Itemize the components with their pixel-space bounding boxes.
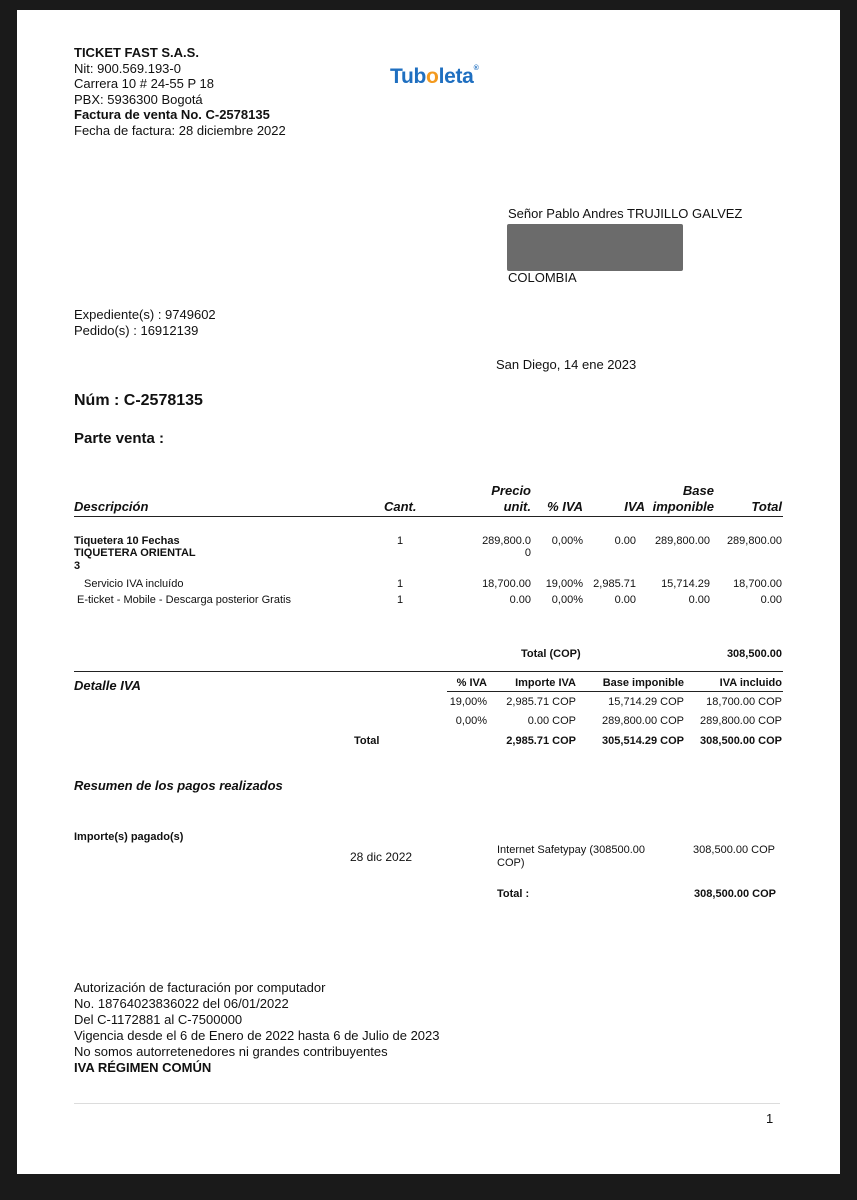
- row2-pct-iva: 19,00%: [545, 578, 583, 590]
- row1-pct-iva: 0,00%: [551, 535, 583, 547]
- header-precio-1: Precio: [491, 483, 531, 498]
- row2-base: 15,714.29: [661, 578, 710, 590]
- row1-base: 289,800.00: [654, 535, 710, 547]
- logo-text-1: Tub: [390, 65, 427, 88]
- header-total: Total: [751, 499, 782, 514]
- iva-header-base: Base imponible: [602, 677, 684, 689]
- header-descripcion: Descripción: [74, 499, 149, 514]
- document-number: Núm : C-2578135: [74, 392, 203, 409]
- reference-block: [74, 307, 216, 339]
- items-total-value: 308,500.00: [726, 648, 782, 660]
- invoice-number: Factura de venta No. C-2578135: [74, 107, 270, 122]
- iva-row2-base: 289,800.00 COP: [602, 715, 684, 727]
- iva-row1-pct: 19,00%: [449, 696, 487, 708]
- logo-text-2: leta: [438, 65, 474, 88]
- header-pct-iva: % IVA: [547, 499, 583, 514]
- footer-line-3: Del C-1172881 al C-7500000: [74, 1012, 243, 1027]
- items-total-line: [74, 671, 783, 672]
- items-total-label: Total (COP): [521, 648, 581, 660]
- iva-header-pct: % IVA: [456, 677, 487, 689]
- header-iva: IVA: [624, 499, 645, 514]
- header-base-1: Base: [682, 483, 714, 498]
- recipient-country: COLOMBIA: [508, 270, 577, 285]
- footer-block: [74, 980, 440, 1076]
- row1-cant: 1: [397, 535, 404, 547]
- row1-desc-1: Tiquetera 10 Fechas: [74, 535, 180, 547]
- row1-total: 289,800.00: [726, 535, 782, 547]
- payment-date: 28 dic 2022: [350, 850, 413, 864]
- iva-header-importe: Importe IVA: [515, 677, 576, 689]
- footer-line-1: Autorización de facturación por computador: [74, 980, 326, 995]
- row2-total: 18,700.00: [733, 578, 782, 590]
- iva-total-incluido: 308,500.00 COP: [700, 735, 782, 747]
- row3-total: 0.00: [760, 594, 782, 606]
- iva-total-base: 305,514.29 COP: [602, 735, 684, 747]
- iva-total-label: Total: [354, 735, 380, 747]
- iva-row1-base: 15,714.29 COP: [608, 696, 684, 708]
- row3-base: 0.00: [688, 594, 710, 606]
- payment-method-2: COP): [497, 857, 525, 869]
- iva-row1-incluido: 18,700.00 COP: [706, 696, 782, 708]
- row3-desc: E-ticket - Mobile - Descarga posterior Gratis: [77, 594, 291, 606]
- iva-row2-incluido: 289,800.00 COP: [700, 715, 782, 727]
- invoice-date: Fecha de factura: 28 diciembre 2022: [74, 122, 286, 138]
- row1-desc-3: 3: [74, 560, 81, 572]
- header-precio-2: unit.: [503, 499, 531, 514]
- company-nit: Nit: 900.569.193-0: [74, 60, 181, 76]
- iva-row1-importe: 2,985.71 COP: [506, 696, 576, 708]
- row2-precio: 18,700.00: [482, 578, 531, 590]
- invoice-page: [17, 10, 840, 1174]
- iva-header-incluido: IVA incluido: [719, 677, 782, 689]
- row1-iva: 0.00: [614, 535, 636, 547]
- header-underline: [74, 516, 783, 517]
- tuboleta-logo: [390, 65, 478, 89]
- row2-iva: 2,985.71: [593, 578, 636, 590]
- iva-total-importe: 2,985.71 COP: [506, 735, 576, 747]
- expediente: Expediente(s) : 9749602: [74, 307, 216, 322]
- row2-cant: 1: [397, 578, 404, 590]
- footer-line-4: Vigencia desde el 6 de Enero de 2022 hasta 6 de Julio de 2023: [74, 1028, 440, 1043]
- recipient-name: Señor Pablo Andres TRUJILLO GALVEZ: [508, 206, 743, 221]
- iva-header-line: [447, 691, 783, 692]
- iva-row2-pct: 0,00%: [455, 715, 487, 727]
- page-number: 1: [766, 1111, 774, 1126]
- footer-divider: [74, 1103, 780, 1104]
- company-phone: PBX: 5936300 Bogotá: [74, 91, 203, 107]
- company-block: [74, 45, 286, 138]
- logo-tm: ®: [473, 65, 479, 72]
- place-date: San Diego, 14 ene 2023: [496, 357, 637, 372]
- header-cant: Cant.: [384, 499, 417, 514]
- payment-total-value: 308,500.00 COP: [694, 888, 776, 900]
- header-base-2: imponible: [652, 499, 714, 514]
- footer-line-6: IVA RÉGIMEN COMÚN: [74, 1060, 212, 1075]
- payment-method-1: Internet Safetypay (308500.00: [497, 844, 645, 856]
- pedido: Pedido(s) : 16912139: [74, 323, 199, 338]
- row3-cant: 1: [397, 594, 404, 606]
- parte-venta-title: Parte venta :: [74, 430, 165, 447]
- redacted-address-block: [507, 224, 683, 271]
- iva-detail-title: Detalle IVA: [74, 678, 141, 693]
- footer-line-2: No. 18764023836022 del 06/01/2022: [74, 996, 289, 1011]
- row3-pct-iva: 0,00%: [551, 594, 583, 606]
- payment-amount: 308,500.00 COP: [693, 844, 775, 856]
- payment-total-label: Total :: [497, 888, 530, 900]
- footer-line-5: No somos autorretenedores ni grandes contribuyentes: [74, 1044, 388, 1059]
- row3-precio: 0.00: [509, 594, 531, 606]
- row1-precio-2: 0: [524, 547, 531, 559]
- company-address: Carrera 10 # 24-55 P 18: [74, 76, 214, 91]
- company-name: TICKET FAST S.A.S.: [74, 45, 199, 60]
- payments-label: Importe(s) pagado(s): [74, 831, 184, 843]
- row3-iva: 0.00: [614, 594, 636, 606]
- logo-dot: o: [426, 65, 439, 88]
- row1-desc-2: TIQUETERA ORIENTAL: [74, 547, 196, 559]
- row1-precio-1: 289,800.0: [482, 535, 531, 547]
- iva-row2-importe: 0.00 COP: [527, 715, 576, 727]
- payments-title: Resumen de los pagos realizados: [74, 778, 283, 793]
- row2-desc: Servicio IVA incluído: [84, 578, 184, 590]
